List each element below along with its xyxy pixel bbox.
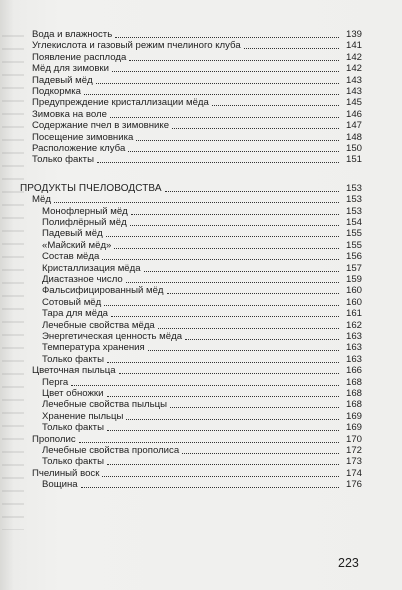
toc-title: Цвет обножки [42, 388, 104, 399]
toc-entry [0, 410, 362, 422]
toc-entry [0, 193, 362, 205]
toc-entry [0, 444, 362, 456]
toc-leader-dots [106, 235, 339, 237]
toc-page-number: 176 [345, 479, 362, 491]
toc-entry [0, 478, 362, 490]
toc-leader-dots [81, 486, 339, 488]
toc-page-number: 169 [345, 410, 362, 422]
toc-leader-dots [119, 372, 339, 374]
toc-leader-dots [104, 304, 339, 306]
toc-leader-dots [182, 452, 339, 454]
toc-title: Только факты [42, 422, 104, 434]
toc-entry [0, 262, 362, 274]
toc-entry [0, 421, 362, 433]
toc-title: Энергетическая ценность мёда [42, 331, 183, 342]
toc-title: Вощина [42, 479, 78, 491]
toc-page-number: 142 [345, 63, 362, 75]
toc-title: Падевый мёд [42, 228, 103, 240]
page-number: 223 [338, 556, 359, 570]
toc-page-number: 168 [345, 388, 362, 399]
toc-title: Состав мёда [42, 251, 100, 263]
toc-leader-dots [97, 161, 339, 163]
toc-page-number: 146 [345, 108, 362, 120]
toc-title: Прополис [32, 433, 76, 445]
toc-title: Только факты [42, 353, 104, 365]
toc-title: Вода и влажность [32, 29, 113, 40]
toc-entry [0, 398, 362, 410]
toc-leader-dots [128, 150, 339, 152]
toc-title: Мёд [32, 194, 51, 206]
toc-title: Появление расплода [32, 51, 127, 63]
toc-title: Расположение клуба [32, 143, 126, 154]
toc-page-number: 139 [345, 29, 362, 40]
toc-title: Диастазное число [42, 274, 123, 285]
toc-leader-dots [102, 475, 339, 477]
toc-title: Лечебные свойства мёда [42, 319, 155, 331]
toc-page-number: 160 [345, 285, 362, 297]
toc-title: Падевый мёд [32, 74, 93, 86]
toc-page-number: 143 [345, 86, 362, 97]
toc-title: Только факты [32, 154, 94, 166]
toc-page-number: 174 [345, 467, 362, 479]
toc-entry [0, 296, 362, 308]
toc-leader-dots [185, 338, 339, 340]
toc-entry [0, 273, 362, 285]
toc-entry [0, 467, 362, 479]
toc-page-number: 169 [345, 422, 362, 434]
toc-entry [0, 108, 362, 120]
toc-leader-dots [144, 270, 339, 272]
toc-title: Углекислота и газовый режим пчелиного клуба [32, 40, 241, 52]
toc-page-number: 157 [345, 262, 362, 274]
toc-title: Монофлерный мёд [42, 205, 128, 217]
toc-page-number: 155 [345, 239, 362, 251]
toc-leader-dots [115, 36, 339, 38]
toc-page-number: 159 [345, 274, 362, 285]
toc-leader-dots [107, 395, 340, 397]
toc-title: Мёд для зимовки [32, 63, 109, 75]
toc-entry [0, 51, 362, 63]
toc-leader-dots [148, 349, 339, 351]
toc-entry [0, 455, 362, 467]
toc-title: Содержание пчел в зимовнике [32, 120, 170, 132]
toc-leader-dots [114, 247, 339, 249]
toc-entry [0, 376, 362, 388]
toc-entry [0, 28, 362, 40]
toc-leader-dots [131, 213, 339, 215]
toc-leader-dots [126, 281, 339, 283]
toc-title: Кристаллизация мёда [42, 262, 141, 274]
toc-title: Температура хранения [42, 342, 145, 354]
toc-title: Лечебные свойства прополиса [42, 445, 180, 456]
toc-entry [0, 216, 362, 228]
toc-title: Хранение пыльцы [42, 410, 124, 422]
toc-page-number: 145 [345, 97, 362, 109]
toc-page-number: 153 [345, 194, 362, 206]
toc-page-number: 147 [345, 120, 362, 132]
toc-title: Лечебные свойства пыльцы [42, 399, 167, 411]
toc-title: «Майский мёд» [42, 239, 112, 251]
toc-title: Зимовка на воле [32, 108, 107, 120]
toc-leader-dots [107, 463, 339, 465]
toc-entry [0, 433, 362, 445]
toc-title: Пчелиный воск [32, 467, 100, 479]
toc-entry [0, 205, 362, 217]
toc-page-number: 163 [345, 342, 362, 354]
toc-entry [0, 387, 362, 399]
toc-entry [0, 74, 362, 86]
toc-leader-dots [212, 104, 339, 106]
toc-entry [0, 353, 362, 365]
toc-title: Предупреждение кристаллизации мёда [32, 97, 209, 109]
toc-page-number: 148 [345, 131, 362, 143]
toc-title: ПРОДУКТЫ ПЧЕЛОВОДСТВА [20, 182, 162, 194]
toc-page-number: 160 [345, 296, 362, 308]
toc-title: Фальсифицированный мёд [42, 285, 164, 297]
toc-page-number: 173 [345, 456, 362, 468]
toc-leader-dots [126, 418, 339, 420]
toc-title: Перга [42, 376, 69, 388]
toc-entry [0, 39, 362, 51]
toc-entry [0, 142, 362, 154]
toc-leader-dots [79, 441, 339, 443]
toc-entry [0, 96, 362, 108]
toc-entry [0, 330, 362, 342]
toc-page-number: 162 [345, 319, 362, 331]
toc-page-number: 156 [345, 251, 362, 263]
toc-leader-dots [111, 315, 339, 317]
toc-leader-dots [107, 429, 339, 431]
toc-leader-dots [136, 139, 339, 141]
toc-entry [0, 182, 362, 194]
toc-title: Полифлёрный мёд [42, 217, 127, 228]
toc-entry [0, 250, 362, 262]
toc-page-number: 170 [345, 433, 362, 445]
toc-entry [0, 227, 362, 239]
toc-page-number: 143 [345, 74, 362, 86]
toc-title: Тара для мёда [42, 308, 109, 320]
toc-page-number: 155 [345, 228, 362, 240]
toc-page-number: 142 [345, 51, 362, 63]
toc-entry [0, 319, 362, 331]
toc-leader-dots [129, 59, 339, 61]
toc-page-number: 151 [345, 154, 362, 166]
toc-page-number: 153 [345, 205, 362, 217]
toc-leader-dots [71, 384, 339, 386]
toc-page-number: 163 [345, 331, 362, 342]
toc-leader-dots [167, 292, 339, 294]
toc-entry [0, 239, 362, 251]
toc-title: Подкормка [32, 86, 81, 97]
toc-leader-dots [170, 406, 339, 408]
toc-entry [0, 284, 362, 296]
toc-leader-dots [165, 190, 339, 192]
toc-page-number: 168 [345, 376, 362, 388]
toc-page-number: 154 [345, 217, 362, 228]
toc-leader-dots [244, 47, 339, 49]
toc-title: Посещение зимовника [32, 131, 134, 143]
toc-leader-dots [107, 361, 339, 363]
toc-page-number: 150 [345, 143, 362, 154]
toc-title: Сотовый мёд [42, 296, 102, 308]
toc-title: Цветочная пыльца [32, 365, 116, 377]
toc-entry [0, 364, 362, 376]
toc-page-number: 163 [345, 353, 362, 365]
toc-entry [0, 62, 362, 74]
toc-leader-dots [112, 70, 339, 72]
toc-page-number: 161 [345, 308, 362, 320]
toc-leader-dots [96, 82, 339, 84]
toc-page-number: 153 [345, 182, 362, 194]
toc-entry [0, 153, 362, 165]
toc-entry [0, 85, 362, 97]
toc-page-number: 172 [345, 445, 362, 456]
toc-leader-dots [84, 93, 339, 95]
toc-leader-dots [102, 258, 339, 260]
toc-page-number: 141 [345, 40, 362, 52]
toc-leader-dots [110, 116, 339, 118]
toc-page-number: 166 [345, 365, 362, 377]
toc-entry [0, 307, 362, 319]
toc-leader-dots [172, 127, 339, 129]
toc-page-number: 168 [345, 399, 362, 411]
toc-entry [0, 119, 362, 131]
toc-leader-dots [130, 224, 339, 226]
toc-leader-dots [54, 201, 339, 203]
toc-entry [0, 131, 362, 143]
toc-entry [0, 341, 362, 353]
toc-leader-dots [158, 327, 339, 329]
toc-title: Только факты [42, 456, 104, 468]
